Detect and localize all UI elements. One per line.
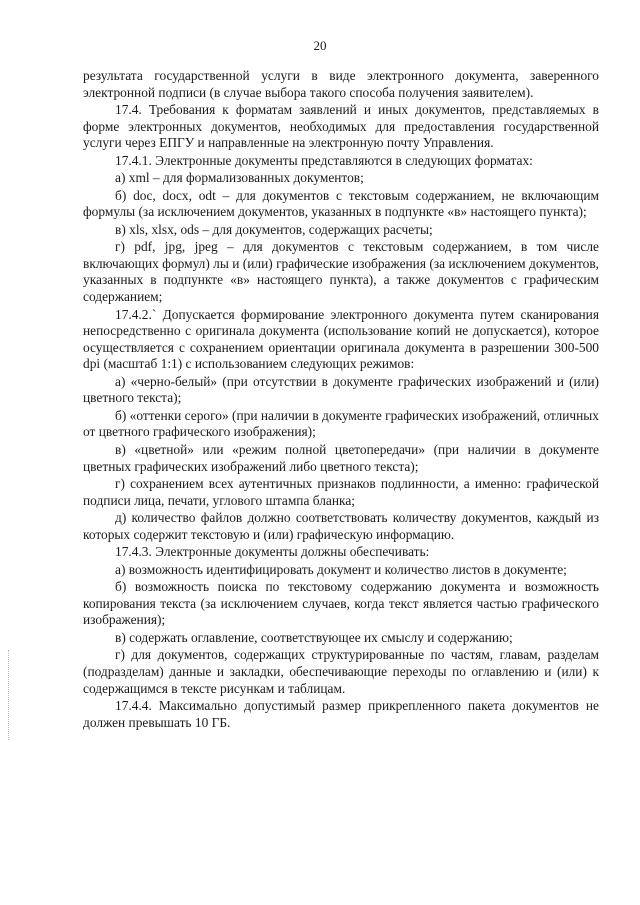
scan-margin-mark bbox=[8, 650, 11, 740]
list-item-grayscale: б) «оттенки серого» (при наличии в документе графических изображений, отличных от цветного графического изображения); bbox=[83, 407, 599, 440]
list-item-color: в) «цветной» или «режим полной цветопередачи» (при наличии в документе цветных графических изображений либо цветного текста); bbox=[83, 441, 599, 474]
list-item-pdf: г) pdf, jpg, jpeg – для документов с текстовым содержанием, в том числе включающих формул) лы и (или) графические изображения (за исключением документов, указанных в подпункте «в» настоящего пункта), а также документов с графическим содержанием; bbox=[83, 239, 599, 305]
list-item-black-white: а) «черно-белый» (при отсутствии в документе графических изображений и (или) цветного текста); bbox=[83, 373, 599, 406]
paragraph-17-4-4: 17.4.4. Максимально допустимый размер прикрепленного пакета документов не должен превышать 10 ГБ. bbox=[83, 698, 599, 730]
document-body bbox=[83, 68, 599, 732]
paragraph-17-4: 17.4. Требования к форматам заявлений и иных документов, представляемых в форме электронных документов, необходимых для предоставления государственной услуги через ЕПГУ и направленные на электронную почту Управления. bbox=[83, 102, 599, 151]
paragraph-17-4-2: 17.4.2.` Допускается формирование электронного документа путем сканирования непосредственно с оригинала документа (использование копий не допускается), которое осуществляется с сохранением ориентации оригинала документа в разрешении 300-500 dpi (масштаб 1:1) с использованием следующих режимов: bbox=[83, 306, 599, 372]
list-item-doc: б) doc, docx, odt – для документов с текстовым содержанием, не включающим формулы (за исключением документов, указанных в подпункте «в» настоящего пункта); bbox=[83, 187, 599, 220]
list-item-file-count: д) количество файлов должно соответствовать количеству документов, каждый из которых содержит текстовую и (или) графическую информацию. bbox=[83, 510, 599, 542]
list-item-search: б) возможность поиска по текстовому содержанию документа и возможность копирования текста (за исключением случаев, когда текст является частью графического изображения); bbox=[83, 579, 599, 628]
list-item-authenticity: г) сохранением всех аутентичных признаков подлинности, а именно: графической подписи лица, печати, углового штампа бланка; bbox=[83, 476, 599, 508]
list-item-toc: в) содержать оглавление, соответствующее их смыслу и содержанию; bbox=[115, 629, 513, 645]
page-number: 20 bbox=[313, 38, 327, 53]
list-item-xls: в) xls, xlsx, ods – для документов, содержащих расчеты; bbox=[115, 221, 433, 237]
paragraph-17-4-3: 17.4.3. Электронные документы должны обеспечивать: bbox=[115, 544, 430, 560]
list-item-xml: а) xml – для формализованных документов; bbox=[115, 170, 364, 186]
list-item-bookmarks: г) для документов, содержащих структурированные по частям, главам, разделам (подразделам) данные и закладки, обеспечивающие переходы по оглавлению и (или) к содержащимся в тексте рисункам и таблицам. bbox=[83, 647, 599, 696]
paragraph-17-4-1: 17.4.1. Электронные документы представляются в следующих форматах: bbox=[115, 152, 533, 168]
list-item-identify: а) возможность идентифицировать документ и количество листов в документе; bbox=[115, 561, 567, 577]
paragraph-continuation: результата государственной услуги в виде электронного документа, заверенного электронной подписи (в случае выбора такого способа получения заявителем). bbox=[83, 68, 599, 100]
